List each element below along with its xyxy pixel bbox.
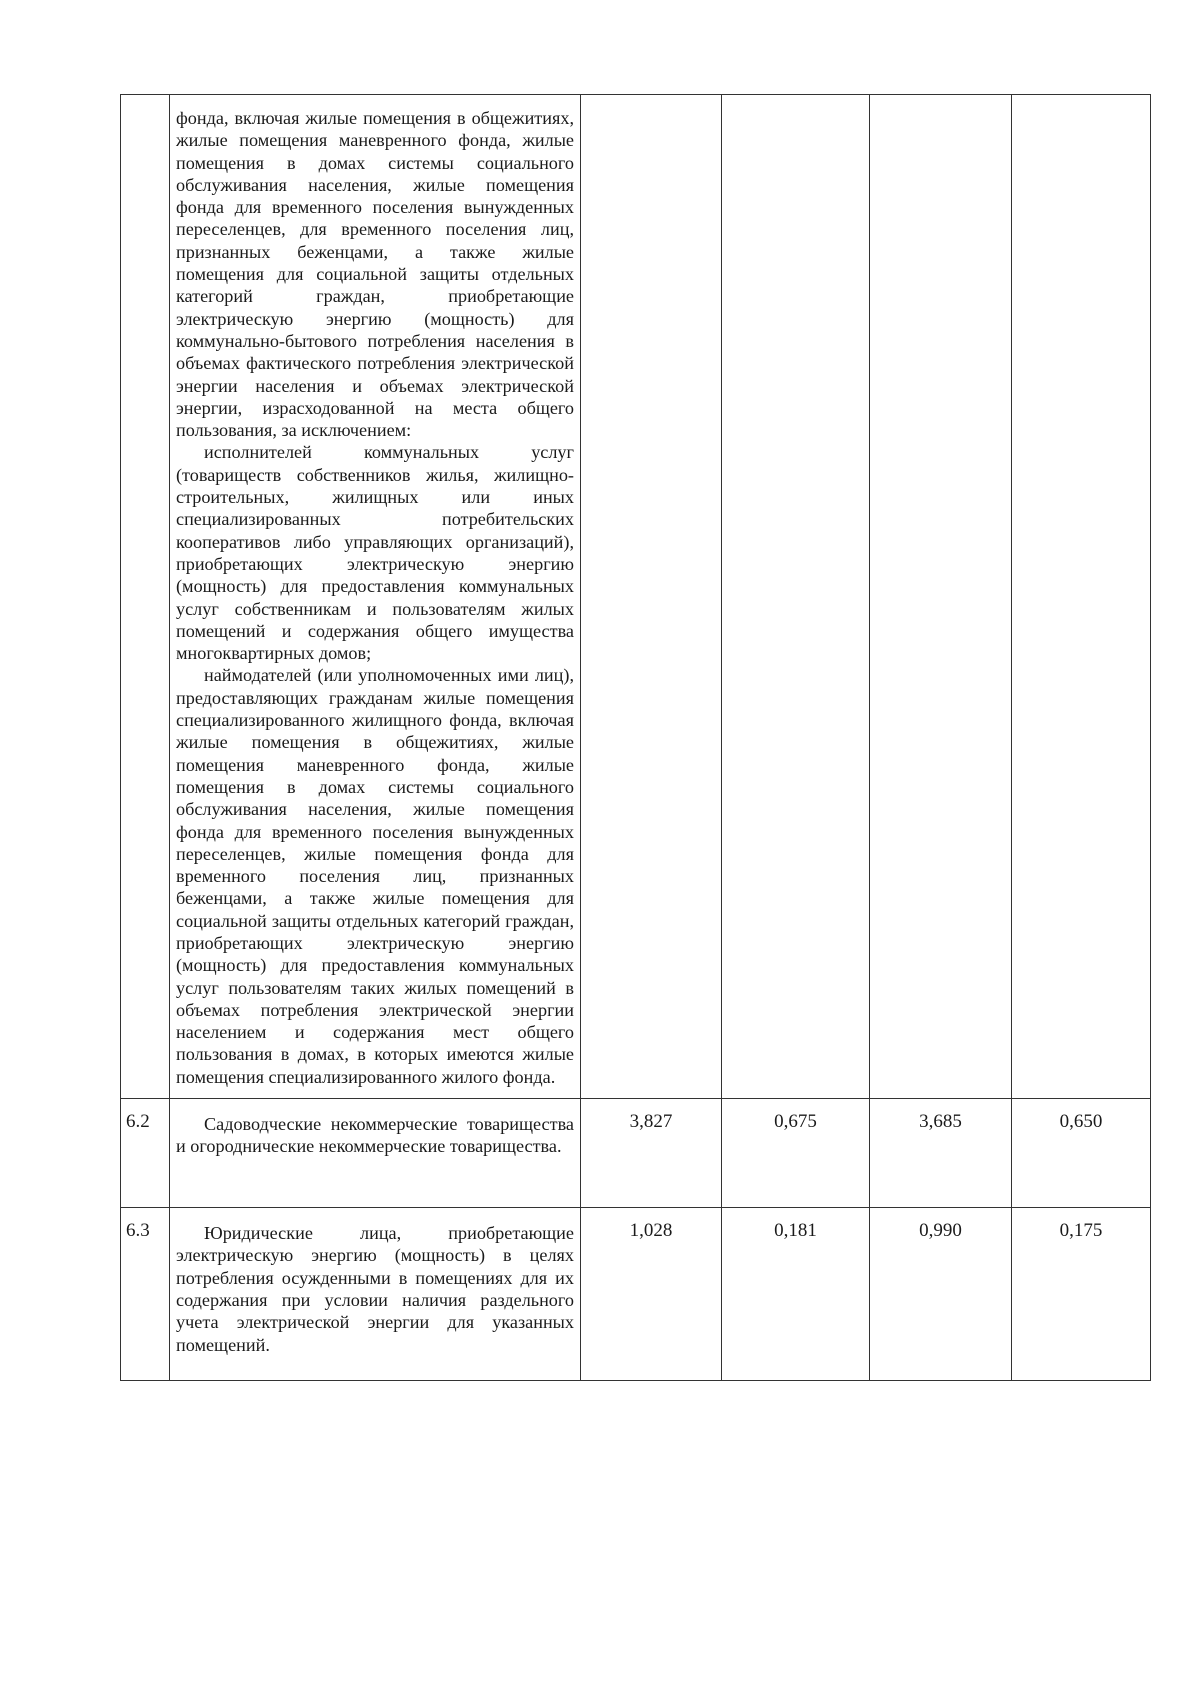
description-paragraph: исполнителей коммунальных услуг (товариществ собственников жилья, жилищно-строительных, жилищных или иных специализированных потребительских кооперативов либо управляющих организаций), приобретающих электрическую энергию (мощность) для предоставления коммунальных услуг собственникам и пользователям жилых помещений и содержания общего имущества многоквартирных домов; <box>176 442 574 664</box>
description-paragraph: фонда, включая жилые помещения в общежитиях, жилые помещения маневренного фонда, жилые помещения в домах системы социального обслуживания населения, жилые помещения фонда для временного поселения вынужденных переселенцев, для временного поселения лиц, признанных беженцами, а также жилые помещения для социальной защиты отдельных категорий граждан, приобретающие электрическую энергию (мощность) для коммунально-бытового потребления населения в объемах фактического потребления электрической энергии населения и объемах электрической энергии, израсходованной на места общего пользования, за исключением: <box>176 108 574 441</box>
row-number-cell: 6.3 <box>121 1208 170 1381</box>
description-paragraph: Юридические лица, приобретающие электрическую энергию (мощность) в целях потребления осужденными в помещениях для их содержания при условии наличия раздельного учета электрической энергии для указанных помещений. <box>176 1223 574 1355</box>
value-cell-4: 0,650 <box>1012 1099 1151 1208</box>
value-cell-4: 0,175 <box>1012 1208 1151 1381</box>
row-number-cell: 6.2 <box>121 1099 170 1208</box>
value-cell-4 <box>1012 95 1151 1099</box>
value-cell-1: 1,028 <box>581 1208 722 1381</box>
value-cell-3: 3,685 <box>870 1099 1012 1208</box>
value-cell-2: 0,181 <box>722 1208 870 1381</box>
description-paragraph: Садоводческие некоммерческие товарищества и огороднические некоммерческие товарищества. <box>176 1114 574 1157</box>
value-cell-3 <box>870 95 1012 1099</box>
row-description-cell <box>170 1099 581 1208</box>
description-paragraph: наймодателей (или уполномоченных ими лиц), предоставляющих гражданам жилые помещения специализированного жилищного фонда, включая жилые помещения в общежитиях, жилые помещения маневренного фонда, жилые помещения в домах системы социального обслуживания населения, жилые помещения фонда для временного поселения вынужденных переселенцев, жилые помещения фонда для временного поселения лиц, признанных беженцами, а также жилые помещения для социальной защиты отдельных категорий граждан, приобретающих электрическую энергию (мощность) для предоставления коммунальных услуг пользователям таких жилых помещений в объемах потребления электрической энергии населением и содержания мест общего пользования в домах, в которых имеются жилые помещения специализированного жилого фонда. <box>176 665 574 1087</box>
row-number-cell <box>121 95 170 1099</box>
value-cell-1 <box>581 95 722 1099</box>
value-cell-1: 3,827 <box>581 1099 722 1208</box>
value-cell-3: 0,990 <box>870 1208 1012 1381</box>
table-row <box>121 1099 1151 1208</box>
value-cell-2: 0,675 <box>722 1099 870 1208</box>
tariff-table <box>120 94 1151 1381</box>
table-row-continuation <box>121 95 1151 1099</box>
row-description-cell <box>170 1208 581 1381</box>
row-description-cell <box>170 95 581 1099</box>
value-cell-2 <box>722 95 870 1099</box>
table-row <box>121 1208 1151 1381</box>
